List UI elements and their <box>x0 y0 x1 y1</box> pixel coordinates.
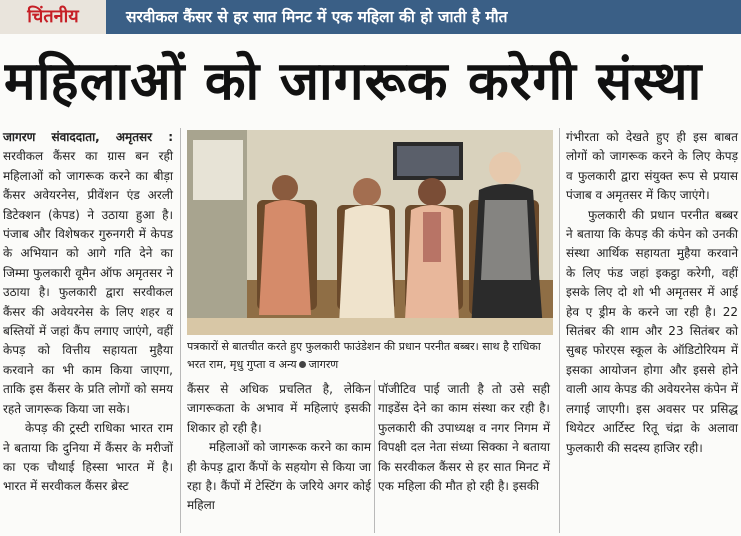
article-column-3 <box>378 380 550 533</box>
main-headline: महिलाओं को जागरूक करेगी संस्था <box>4 51 703 112</box>
column-divider <box>180 128 181 533</box>
news-photo <box>187 130 553 335</box>
article-paragraph: कैंसर से अधिक प्रचलित है, लेकिन जागरूकता के अभाव में महिलाएं इसकी शिकार हो रही है। <box>187 382 371 435</box>
article-paragraph: पॉजीटिव पाई जाती है तो उसे सही गाइडेंस देने का काम संस्था कर रही है। फुलकारी की उपाध्यक्ष व नगर निगम में विपक्षी दल नेता संध्या सिक्का ने बताया कि सरवीकल कैंसर से हर सात मिनट में एक महिला की मौत हो रही है। इसकी <box>378 382 550 494</box>
article-column-2 <box>187 380 371 533</box>
article-paragraph: सरवीकल कैंसर का ग्रास बन रही महिलाओं को जागरूक करने का बीड़ा कैंसर अवेयरनेस, प्रीवेंशन एंड अरली डिटेक्शन (केपड) ने उठाया हुआ है। पंजाब और विशेषकर गुरुनगरी में केपड के अभियान को आगे गति देने का जिम्मा फुलकारी वूमैन ऑफ अमृतसर ने उठाया है। फुलकारी द्वारा सरवीकल कैंसर की अवेयरनेस के लिए शहर व बस्तियों में जहां कैंप लगाए जाएंगे, वहीं केपड़ को वित्तीय सहायता मुहैया करवाने का भी काम किया जाएगा, ताकि इस कैंसर के प्रति लोगों को समय रहते जागरूक किया जा सके। <box>3 149 173 416</box>
article-paragraph: केपड़ की ट्रस्टी राधिका भारत राम ने बताया कि दुनिया में कैंसर के मरीजों का एक चौथाई हिस्सा भारत में है। भारत में सरवीकल कैंसर ब्रेस्ट <box>3 421 173 494</box>
photo-caption <box>187 338 553 376</box>
article-paragraph: गंभीरता को देखते हुए ही इस बाबत लोगों को जागरूक करने के लिए केपड़ व फुलकारी द्वारा संयुक्त रूप से प्रयास पंजाब व अमृतसर में किए जाएंगे। <box>566 130 738 203</box>
photo-credit: जागरण <box>308 358 339 371</box>
column-divider <box>559 128 560 533</box>
bullet-icon <box>299 361 306 368</box>
caption-text: पत्रकारों से बातचीत करते हुए फुलकारी फाउंडेशन की प्रधान परनीत बब्बर। साथ है राधिका भरत राम, मृधु गुप्ता व अन्य <box>187 340 541 371</box>
section-label: चिंतनीय <box>0 0 106 34</box>
dateline: जागरण संवाददाता, अमृतसर : <box>3 130 173 144</box>
article-column-4 <box>566 128 738 533</box>
strap-headline: सरवीकल कैंसर से हर सात मिनट में एक महिला की हो जाती है मौत <box>126 8 508 26</box>
article-paragraph: फुलकारी की प्रधान परनीत बब्बर ने बताया कि केपड़ की कंपेन को उनकी संस्था आर्थिक सहायता मुहैया करवाने के लिए फंड जहां इकट्ठा करेगी, वहीं इसके लिए दो शो भी अमृतसर में आई हेव ए ड्रीम के करने जा रही है। 22 सितंबर की शाम और 23 सितंबर को सुबह फोरएस स्कूल के ऑडिटोरियम में इसका आयोजन होगा और इससे होने वाली आय केपड की अवेयरनेस कंपेन में लगाई जाएगी। इस अवसर पर प्रसिद्ध थियेटर आर्टिस्ट रितू चंद्रा के अलावा फुलकारी की सदस्य हाजिर रही। <box>566 207 738 455</box>
press-conference-illustration <box>187 130 553 335</box>
column-divider <box>374 380 375 533</box>
article-column-1 <box>3 128 173 533</box>
article-paragraph: महिलाओं को जागरूक करने का काम ही केपड़ द्वारा कैंपों के सहयोग से किया जा रहा है। कैंपों में टेस्टिंग के जरिये अगर कोई महिला <box>187 440 371 513</box>
